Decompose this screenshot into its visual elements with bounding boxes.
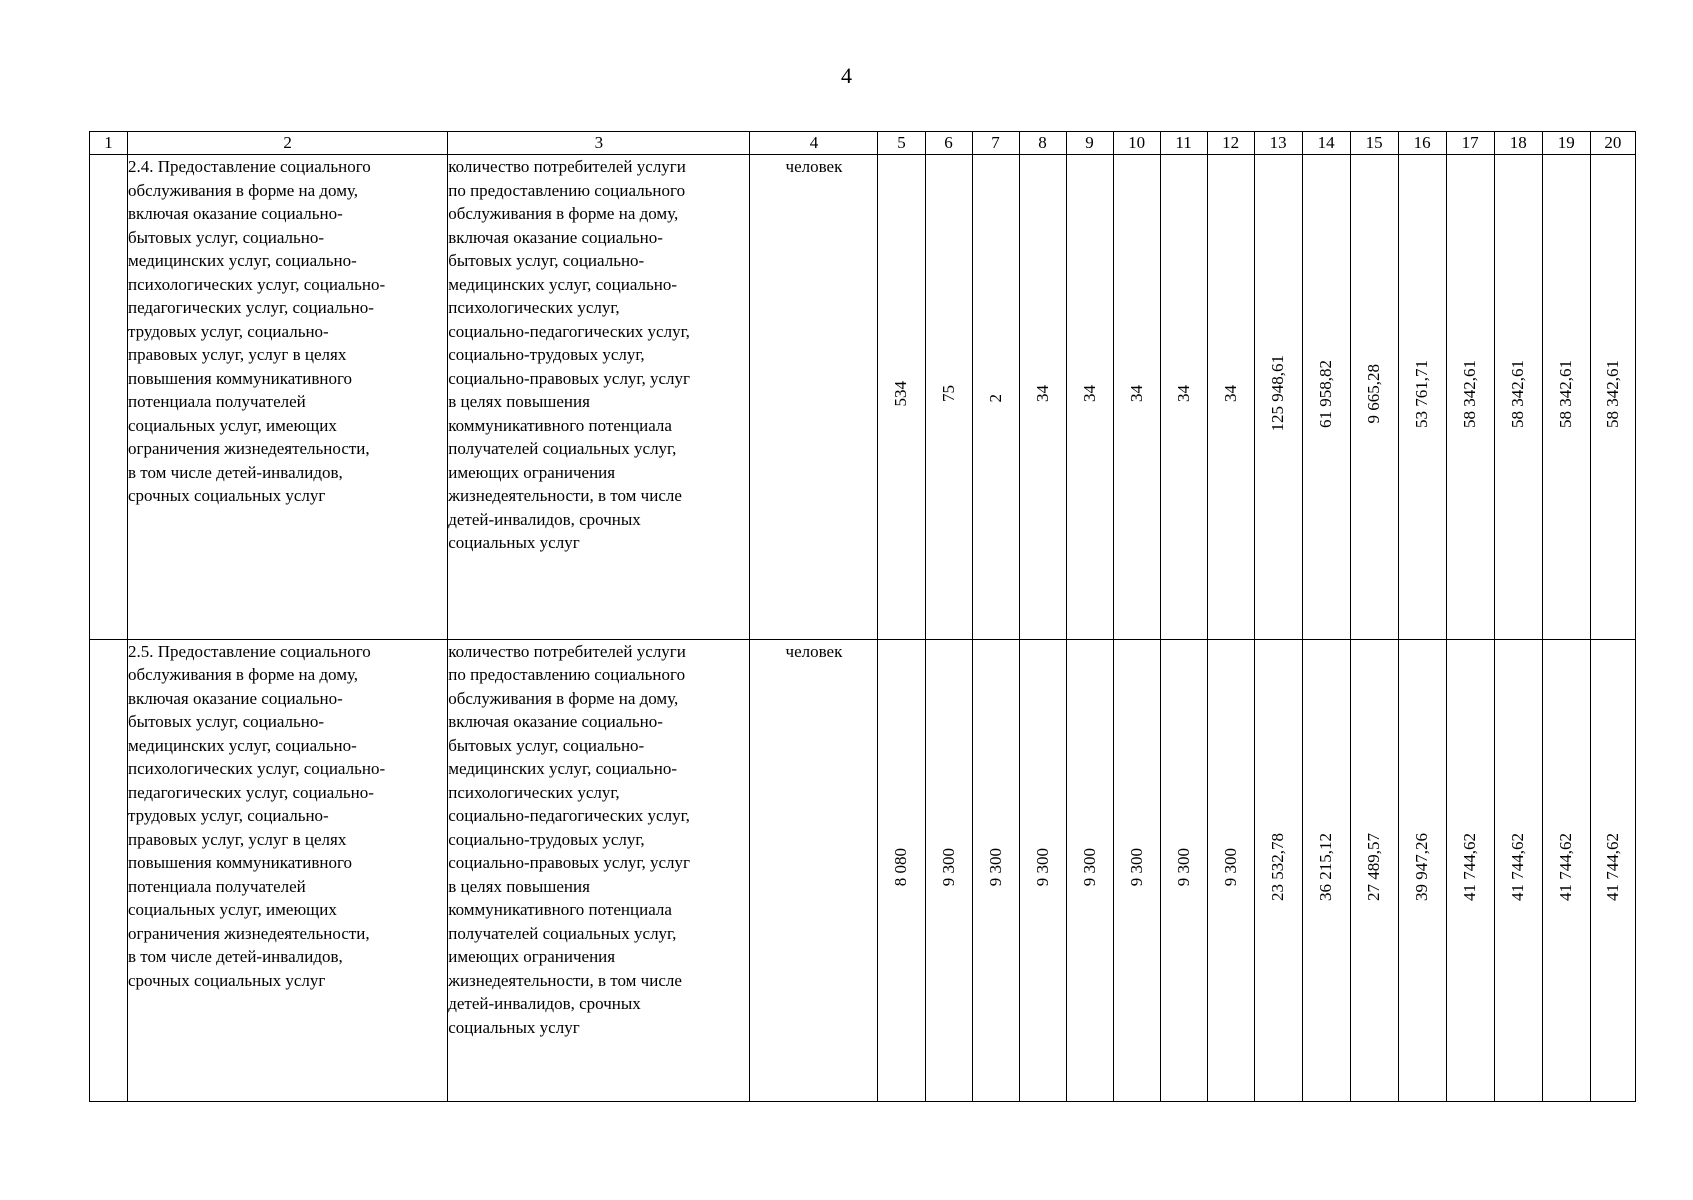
value: 41 744,62 (1556, 833, 1576, 901)
unit-cell: человек (750, 155, 878, 639)
indicator-cell: количество потребителей услуги по предоставлению социального обслуживания в форме на дому, включая оказание социально- бытовых услуг, социально- медицинских услуг, социально- психологических услуг, социально-педагогических услуг, социально-трудовых услуг, социально-правовых услуг, услуг в целях повышения коммуникативного потенциала получателей социальных услуг, имеющих ограничения жизнедеятельности, в том числе детей-инвалидов, срочных социальных услуг (448, 155, 750, 639)
value: 58 342,61 (1460, 359, 1480, 428)
value-cell (1207, 155, 1254, 639)
value: 34 (1032, 385, 1052, 402)
value: 36 215,12 (1316, 833, 1336, 901)
value: 9 300 (938, 847, 958, 887)
indicator-cell: количество потребителей услуги по предоставлению социального обслуживания в форме на дому, включая оказание социально- бытовых услуг, социально- медицинских услуг, социально- психологических услуг, социально-педагогических услуг, социально-трудовых услуг, социально-правовых услуг, услуг в целях повышения коммуникативного потенциала получателей социальных услуг, имеющих ограничения жизнедеятельности, в том числе детей-инвалидов, срочных социальных услуг (448, 639, 750, 1102)
value: 34 (1079, 385, 1099, 402)
unit-cell: человек (750, 639, 878, 1102)
value-cell (1254, 155, 1302, 639)
value: 8 080 (891, 847, 911, 887)
value-cell (1398, 639, 1446, 1102)
value-cell (1350, 155, 1398, 639)
value: 58 342,61 (1556, 359, 1576, 428)
value-cell (1019, 639, 1066, 1102)
value: 23 532,78 (1268, 833, 1288, 901)
value-cell (1398, 155, 1446, 639)
value-cell (1302, 155, 1350, 639)
column-header: 16 (1398, 132, 1446, 155)
column-header: 5 (878, 132, 925, 155)
value-cell (1207, 639, 1254, 1102)
value-cell (1590, 639, 1635, 1102)
value: 9 665,28 (1364, 363, 1384, 424)
value: 61 958,82 (1316, 359, 1336, 428)
value-cell (1446, 639, 1494, 1102)
value: 41 744,62 (1508, 833, 1528, 901)
value-cell (1113, 639, 1160, 1102)
value: 41 744,62 (1602, 833, 1622, 901)
value-cell (1019, 155, 1066, 639)
value-cell (1446, 155, 1494, 639)
value-cell (1590, 155, 1635, 639)
value: 34 (1220, 385, 1240, 402)
value: 58 342,61 (1602, 359, 1622, 428)
table-row (90, 155, 1636, 639)
row-number-cell (90, 155, 128, 639)
value: 34 (1173, 385, 1193, 402)
row-number-cell (90, 639, 128, 1102)
value-cell (1350, 639, 1398, 1102)
value-cell (1542, 155, 1590, 639)
value-cell (1494, 155, 1542, 639)
column-header: 12 (1207, 132, 1254, 155)
value-cell (1066, 639, 1113, 1102)
value: 9 300 (1079, 847, 1099, 887)
value-cell (1302, 639, 1350, 1102)
value-cell (878, 155, 925, 639)
services-table (89, 131, 1636, 1102)
column-header: 7 (972, 132, 1019, 155)
value: 9 300 (1173, 847, 1193, 887)
column-header: 9 (1066, 132, 1113, 155)
value: 2 (985, 393, 1005, 402)
value-cell (1160, 155, 1207, 639)
value: 534 (891, 380, 911, 407)
value-cell (878, 639, 925, 1102)
value: 34 (1126, 385, 1146, 402)
value: 9 300 (1220, 847, 1240, 887)
column-header: 13 (1254, 132, 1302, 155)
column-header: 20 (1590, 132, 1635, 155)
service-name-cell: 2.4. Предоставление социального обслуживания в форме на дому, включая оказание социально- бытовых услуг, социально- медицинских услуг, социально- психологических услуг, социально- педагогических услуг, социально- трудовых услуг, социально- правовых услуг, услуг в целях повышения коммуникативного потенциала получателей социальных услуг, имеющих ограничения жизнедеятельности, в том числе детей-инвалидов, срочных социальных услуг (128, 155, 448, 639)
header-row (90, 132, 1636, 155)
column-header: 14 (1302, 132, 1350, 155)
service-name-cell: 2.5. Предоставление социального обслуживания в форме на дому, включая оказание социально- бытовых услуг, социально- медицинских услуг, социально- психологических услуг, социально- педагогических услуг, социально- трудовых услуг, социально- правовых услуг, услуг в целях повышения коммуникативного потенциала получателей социальных услуг, имеющих ограничения жизнедеятельности, в том числе детей-инвалидов, срочных социальных услуг (128, 639, 448, 1102)
column-header: 11 (1160, 132, 1207, 155)
value-cell (925, 155, 972, 639)
value: 53 761,71 (1412, 359, 1432, 428)
column-header: 18 (1494, 132, 1542, 155)
value: 125 948,61 (1268, 355, 1288, 432)
column-header: 17 (1446, 132, 1494, 155)
column-header: 2 (128, 132, 448, 155)
value-cell (972, 155, 1019, 639)
column-header: 19 (1542, 132, 1590, 155)
column-header: 4 (750, 132, 878, 155)
value-cell (1254, 639, 1302, 1102)
column-header: 8 (1019, 132, 1066, 155)
column-header: 10 (1113, 132, 1160, 155)
column-header: 6 (925, 132, 972, 155)
page-number: 4 (841, 63, 852, 88)
value: 9 300 (985, 847, 1005, 887)
value-cell (1113, 155, 1160, 639)
column-header: 3 (448, 132, 750, 155)
value: 39 947,26 (1412, 833, 1432, 901)
value: 9 300 (1032, 847, 1052, 887)
value-cell (1494, 639, 1542, 1102)
column-header: 15 (1350, 132, 1398, 155)
column-header: 1 (90, 132, 128, 155)
value: 58 342,61 (1508, 359, 1528, 428)
value-cell (1542, 639, 1590, 1102)
table-row (90, 639, 1636, 1102)
value-cell (1066, 155, 1113, 639)
value: 75 (938, 385, 958, 402)
value: 27 489,57 (1364, 833, 1384, 901)
value-cell (972, 639, 1019, 1102)
value: 41 744,62 (1460, 833, 1480, 901)
value-cell (1160, 639, 1207, 1102)
value-cell (925, 639, 972, 1102)
value: 9 300 (1126, 847, 1146, 887)
